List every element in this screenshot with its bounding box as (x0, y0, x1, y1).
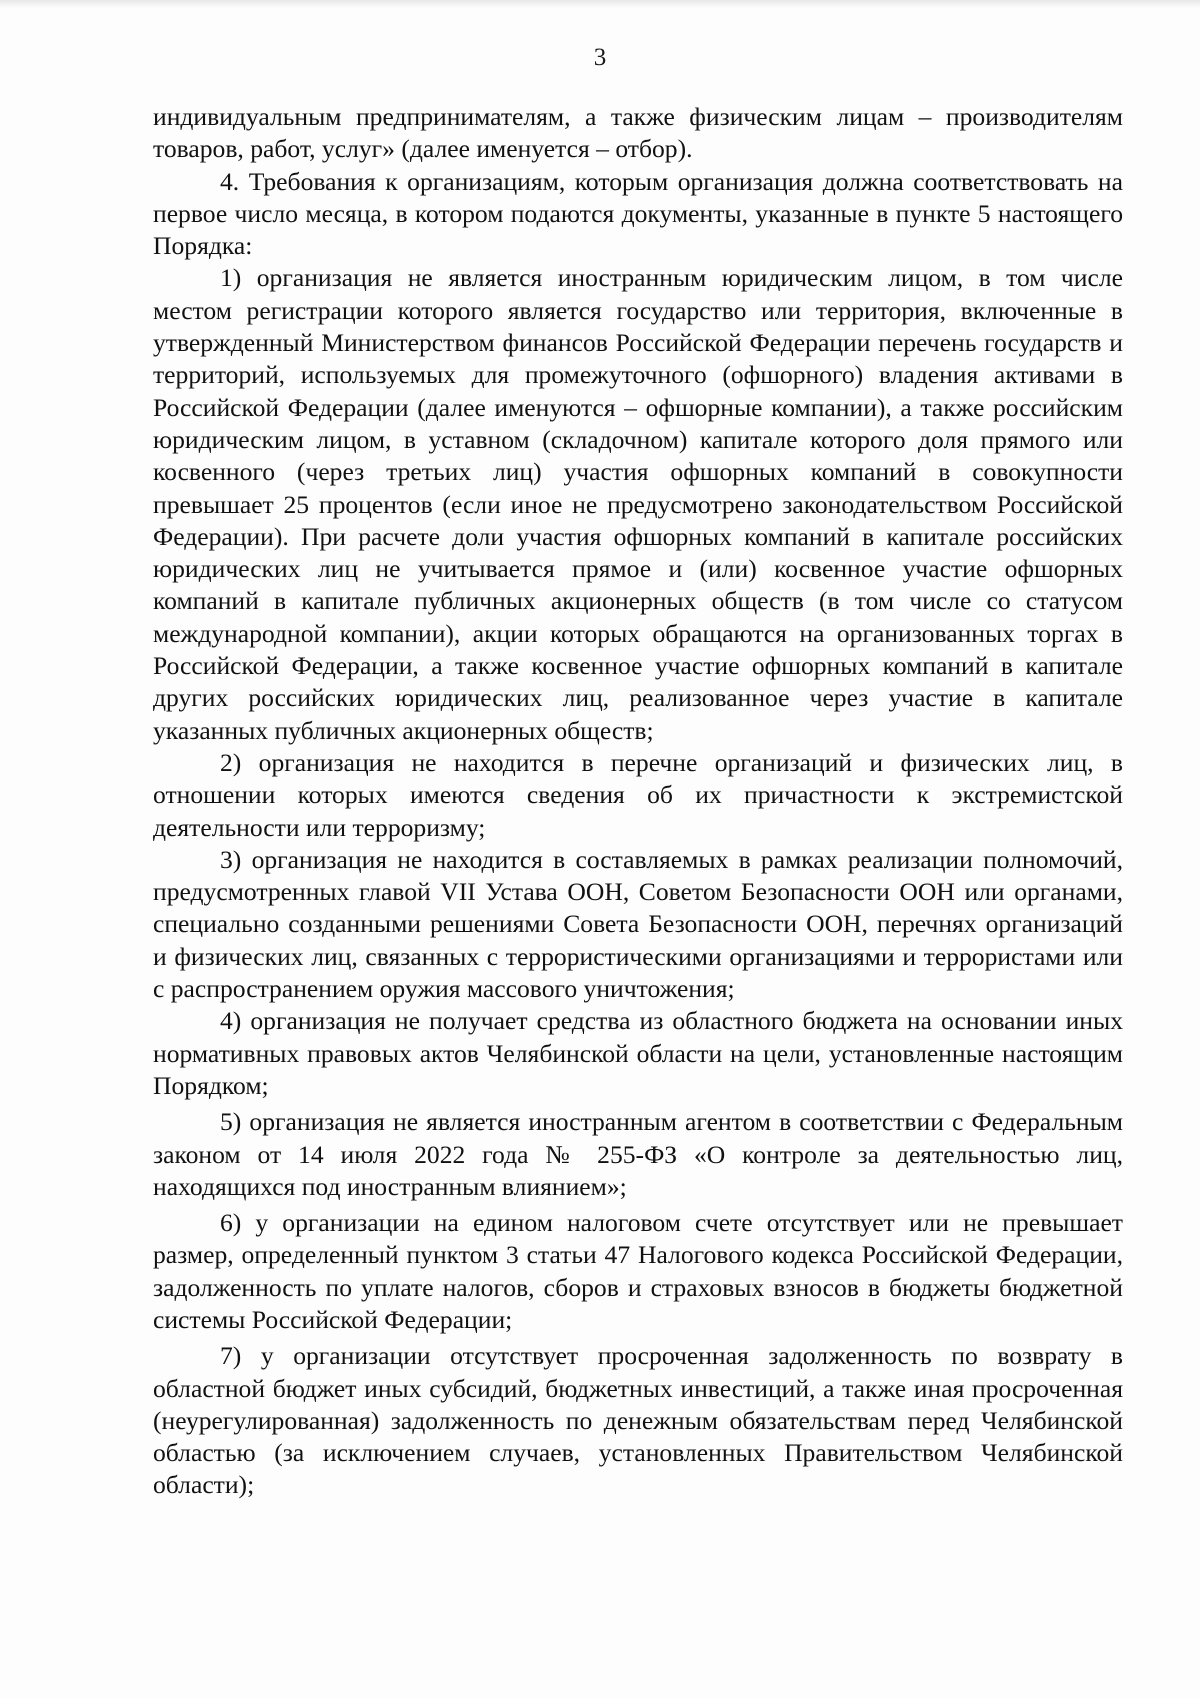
paragraph-subitem-3: 3) организация не находится в составляемых в рамках реализации полномочий, предусмотренных главой VII Устава ООН, Советом Безопасности ООН или органами, специально созданными решениями Совета Безопасности ООН, перечнях организаций и физических лиц, связанных с террористическими организациями и террористами или с распространением оружия массового уничтожения; (153, 844, 1123, 1004)
paragraph-subitem-1: 1) организация не является иностранным юридическим лицом, в том числе местом регистрации которого является государство или территория, включенные в утвержденный Министерством финансов Российской Федерации перечень государств и территорий, используемых для промежуточного (офшорного) владения активами в Российской Федерации (далее именуются – офшорные компании), а также российским юридическим лицом, в уставном (складочном) капитале которого доля прямого или косвенного (через третьих лиц) участия офшорных компаний в совокупности превышает 25 процентов (если иное не предусмотрено законодательством Российской Федерации). При расчете доли участия офшорных компаний в капитале российских юридических лиц не учитывается прямое и (или) косвенное участие офшорных компаний в капитале публичных акционерных обществ (в том числе со статусом международной компании), акции которых обращаются на организованных торгах в Российской Федерации, а также косвенное участие офшорных компаний в капитале других российских юридических лиц, реализованное через участие в капитале указанных публичных акционерных обществ; (153, 263, 1123, 745)
paragraph-subitem-4: 4) организация не получает средства из областного бюджета на основании иных нормативных правовых актов Челябинской области на цели, установленные настоящим Порядком; (153, 1006, 1123, 1100)
page-number: 3 (593, 44, 607, 71)
paragraph-item-4: 4. Требования к организациям, которым организация должна соответствовать на первое число месяца, в котором подаются документы, указанные в пункте 5 настоящего Порядка: (153, 166, 1123, 261)
paragraph-subitem-5: 5) организация не является иностранным агентом в соответствии с Федеральным законом от 14 июля 2022 года № 255-ФЗ «О контроле за деятельностью лиц, находящихся под иностранным влиянием»; (153, 1107, 1123, 1201)
paragraph-subitem-2: 2) организация не находится в перечне организаций и физических лиц, в отношении которых имеются сведения об их причастности к экстремистской деятельности или терроризму; (153, 747, 1123, 842)
paragraph-subitem-7: 7) у организации отсутствует просроченная задолженность по возврату в областной бюджет иных субсидий, бюджетных инвестиций, а также иная просроченная (неурегулированная) задолженность по денежным обязательствам перед Челябинской областью (за исключением случаев, установленных Правительством Челябинской области); (153, 1341, 1123, 1500)
paragraph-continuation: индивидуальным предпринимателям, а также физическим лицам – производителям товаров, работ, услуг» (далее именуется – отбор). (153, 102, 1123, 164)
document-body (153, 101, 1123, 1502)
scan-edge (0, 0, 1200, 8)
paragraph-subitem-6: 6) у организации на едином налоговом счете отсутствует или не превышает размер, определенный пунктом 3 статьи 47 Налогового кодекса Российской Федерации, задолженность по уплате налогов, сборов и страховых взносов в бюджеты бюджетной системы Российской Федерации; (153, 1208, 1123, 1334)
